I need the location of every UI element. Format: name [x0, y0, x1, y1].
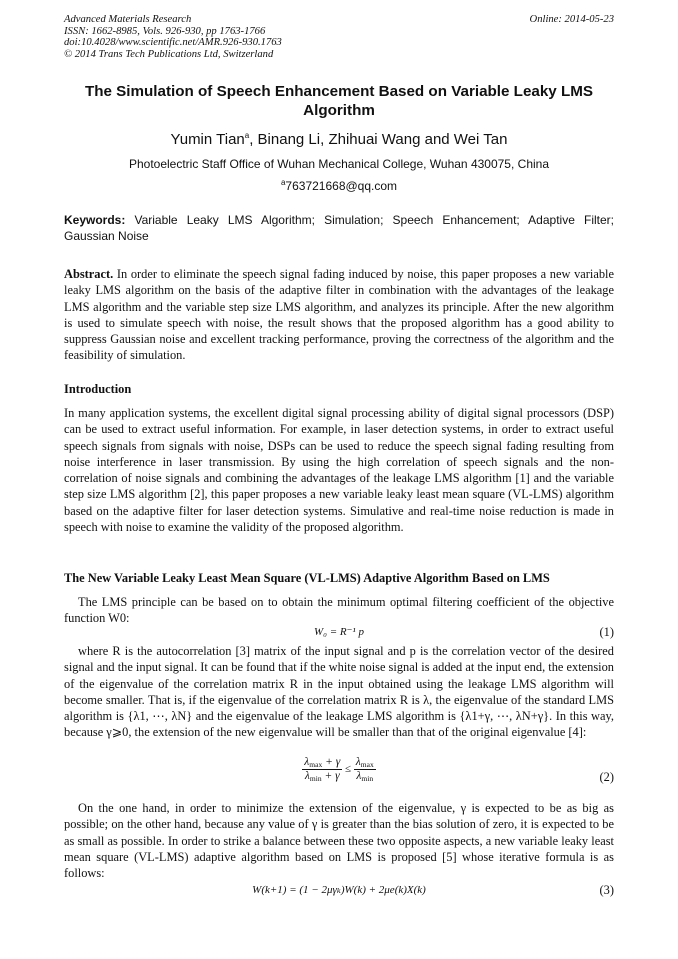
- journal-name: Advanced Materials Research: [64, 14, 192, 25]
- journal-header: [64, 14, 614, 60]
- email-address: 763721668@qq.com: [285, 179, 398, 193]
- equation-1-number: (1): [599, 625, 614, 639]
- abstract: [64, 266, 614, 364]
- paper-title: The Simulation of Speech Enhancement Based on Variable Leaky LMS Algorithm: [84, 83, 594, 119]
- first-author: Yumin Tian: [170, 131, 245, 148]
- introduction-heading: Introduction: [64, 382, 132, 396]
- online-date: Online: 2014-05-23: [529, 14, 614, 25]
- affiliation: Photoelectric Staff Office of Wuhan Mechanical College, Wuhan 430075, China: [128, 157, 550, 171]
- section-paragraph-1: The LMS principle can be based on to obtain the minimum optimal filtering coefficient of the objective function W0:: [64, 595, 614, 626]
- equation-1-body: W₀ = R⁻¹ p: [314, 626, 364, 638]
- author-email: [0, 178, 678, 193]
- equation-3-body: W(k+1) = (1 − 2μγₖ)W(k) + 2μe(k)X(k): [252, 884, 426, 896]
- eq2-right-fraction: $\frac{\lambda_{max}}{\lambda_{min}}$: [355, 756, 374, 783]
- introduction-text: In many application systems, the excellent digital signal processing ability of digital signal processors (DSP) can be used to extract useful information. For example, in laser detection systems, in order to extract useful speech signals from signals with noise, DSPs can be used to reduce the speech signal fading resulting from noise interference in laser transmission. By using the high correlation of speech signals and the non-correlation of noise signals and combining the advantages of the leakage LMS algorithm [1] and the variable step size LMS algorithm [2], this paper proposes a new variable leaky least mean square (VL-LMS) algorithm based on the adaptive filter for laser detection systems. Simulative and real-time noise reduction is made in speech with noise to examine the validity of the proposed algorithm.: [64, 406, 614, 535]
- equation-3-number: (3): [599, 883, 614, 897]
- abstract-label: Abstract.: [64, 267, 114, 281]
- doi-line: doi:10.4028/www.scientific.net/AMR.926-930.1763: [64, 37, 282, 48]
- section-paragraph-2: where R is the autocorrelation [3] matrix of the input signal and p is the correlation vector of the desired signal and the input signal. It can be found that if the white noise signal is added at the input end, the extension of the eigenvalue of the correlation matrix R in the input obtained using the leakage LMS algorithm will become smaller. That is, if the eigenvalue of the correlation matrix R is λ, the eigenvalue of the standard LMS algorithm is {λ1, ⋯, λN} and the eigenvalue of the leakage LMS algorithm is {λ1+γ, ⋯, λN+γ}. In this way, because γ⩾0, the extension of the new eigenvalue will be smaller than that of the original eigenvalue [4]:: [64, 644, 614, 740]
- equation-3: [64, 883, 614, 899]
- keywords-label: Keywords:: [64, 213, 126, 227]
- other-authors: , Binang Li, Zhihuai Wang and Wei Tan: [249, 131, 508, 148]
- copyright-line: © 2014 Trans Tech Publications Ltd, Switzerland: [64, 48, 274, 60]
- equation-2-body: $\frac{\lambda_{max} + \gamma}{\lambda_{min} + \gamma}$ ≤ $\frac{\lambda_{max}}{\lambda_{min}}$: [304, 756, 374, 783]
- author-sup: a: [244, 131, 250, 140]
- equation-1: [64, 625, 614, 641]
- equation-2-number: (2): [599, 770, 614, 784]
- section-paragraph-3: On the one hand, in order to minimize the extension of the eigenvalue, γ is expected to be as big as possible; on the other hand, because any value of γ is greater than the bias solution of zero, it is expected to be as small as possible. In order to strike a balance between these two opposite aspects, a new variable leaky least mean square (VL-LMS) adaptive algorithm based on LMS is proposed [5] whose iterative formula is as follows:: [64, 801, 614, 881]
- eq2-left-fraction: $\frac{\lambda_{max} + \gamma}{\lambda_{min} + \gamma}$: [304, 756, 341, 783]
- keywords: [64, 212, 614, 244]
- email-sup: a: [280, 178, 286, 187]
- equation-2: [64, 756, 614, 786]
- keywords-text: Variable Leaky LMS Algorithm; Simulation; Speech Enhancement; Adaptive Filter; Gaussian Noise: [64, 213, 614, 243]
- issn-line: ISSN: 1662-8985, Vols. 926-930, pp 1763-1766: [64, 25, 266, 37]
- section-heading: The New Variable Leaky Least Mean Square (VL-LMS) Adaptive Algorithm Based on LMS: [64, 571, 550, 585]
- abstract-text: In order to eliminate the speech signal fading induced by noise, this paper proposes a new variable leaky LMS algorithm on the basis of the adaptive filter in combination with the advantages of the leakage LMS algorithm and the variable step size LMS algorithm, and analyzes its principle. After the new algorithm is used to simulate speech with noise, the result shows that the proposed algorithm has a good ability to suppress Gaussian noise and excellent tracking performance, proving the correctness of the algorithm and the feasibility of simulation.: [64, 267, 614, 363]
- author-list: [0, 131, 678, 148]
